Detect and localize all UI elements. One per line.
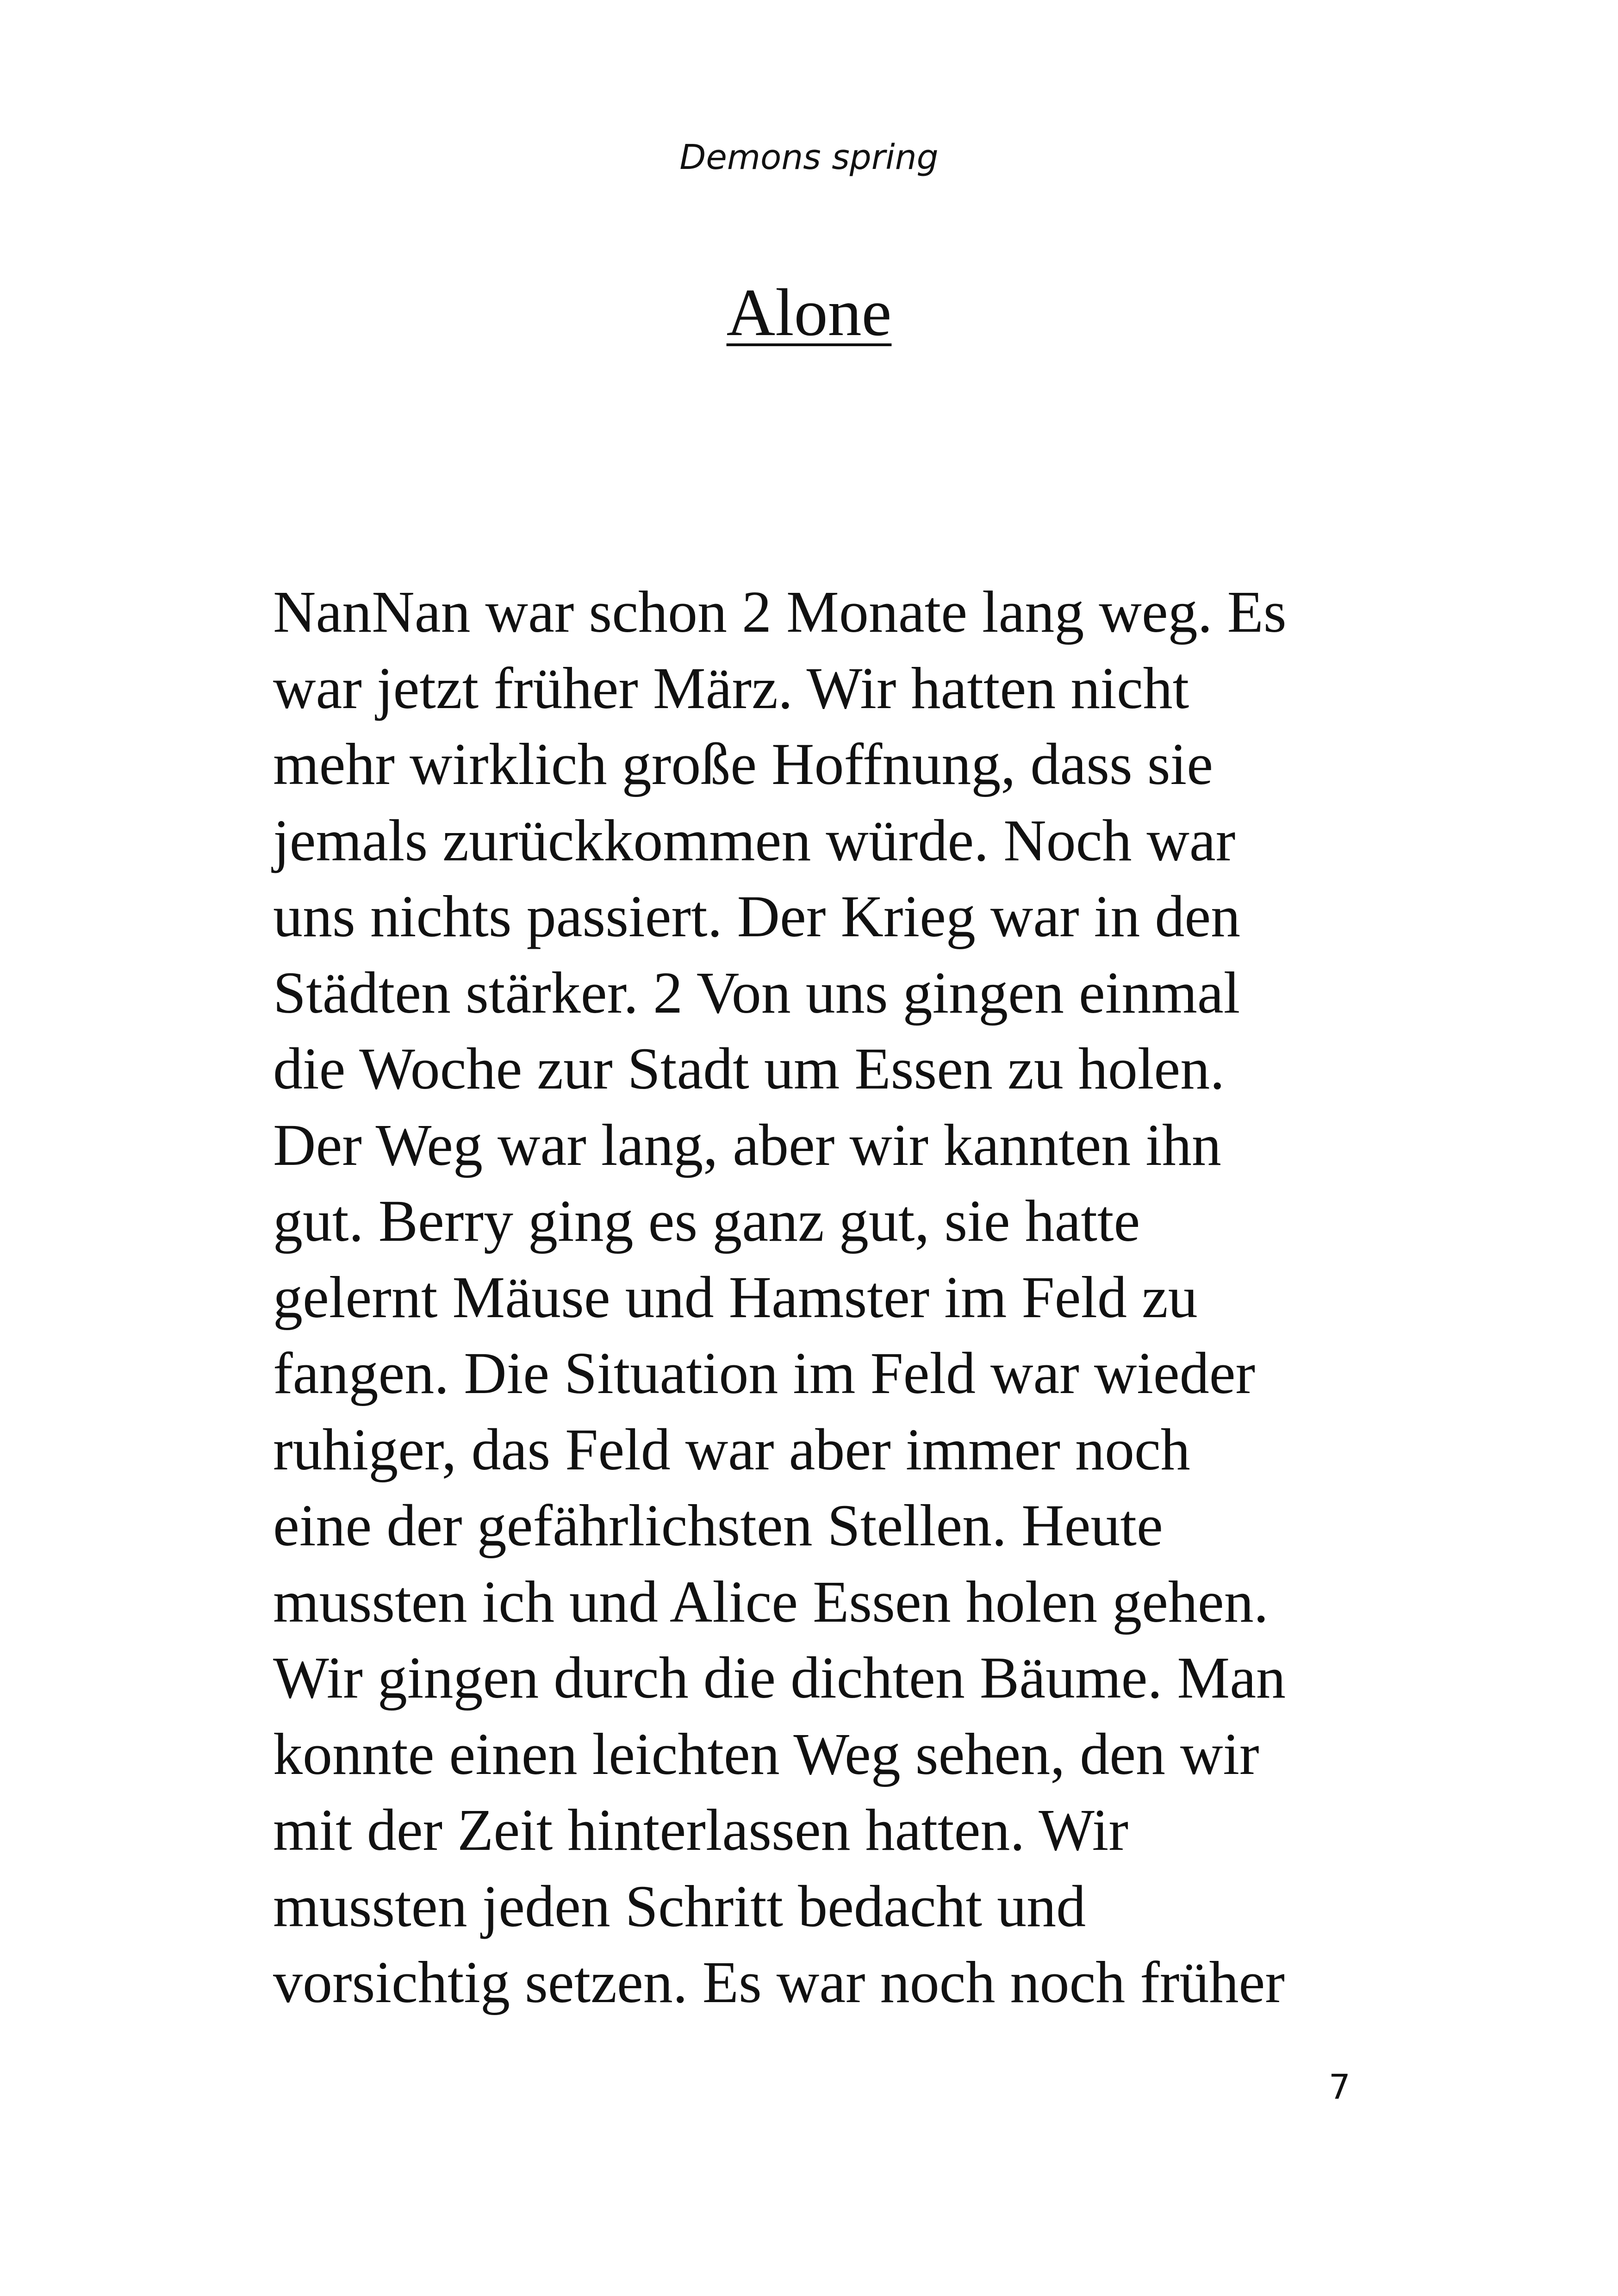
body-text bbox=[273, 574, 1384, 2021]
body-line: mussten jeden Schritt bedacht und bbox=[273, 1873, 1086, 1939]
body-line: gelernt Mäuse und Hamster im Feld zu bbox=[273, 1264, 1198, 1330]
body-line: mussten ich und Alice Essen holen gehen. bbox=[273, 1568, 1269, 1635]
body-line: eine der gefährlichsten Stellen. Heute bbox=[273, 1493, 1163, 1558]
body-line: vorsichtig setzen. Es war noch noch früher bbox=[273, 1949, 1285, 2015]
body-line: mehr wirklich große Hoffnung, dass sie bbox=[273, 731, 1213, 797]
body-line: Der Weg war lang, aber wir kannten ihn bbox=[273, 1112, 1221, 1178]
body-line: Wir gingen durch die dichten Bäume. Man bbox=[273, 1645, 1286, 1711]
body-line: die Woche zur Stadt um Essen zu holen. bbox=[273, 1036, 1225, 1101]
body-line: war jetzt früher März. Wir hatten nicht bbox=[273, 655, 1189, 721]
body-line: NanNan war schon 2 Monate lang weg. Es bbox=[273, 579, 1287, 645]
body-line: gut. Berry ging es ganz gut, sie hatte bbox=[273, 1188, 1140, 1254]
body-line: konnte einen leichten Weg sehen, den wir bbox=[273, 1721, 1259, 1787]
page-number: 7 bbox=[1328, 2067, 1350, 2107]
running-header: Demons spring bbox=[679, 137, 939, 177]
body-line: mit der Zeit hinterlassen hatten. Wir bbox=[273, 1797, 1128, 1863]
chapter-title bbox=[0, 271, 1618, 354]
body-line: jemals zurückkommen würde. Noch war bbox=[273, 807, 1236, 873]
chapter-title-text: Alone bbox=[726, 275, 892, 350]
body-line: fangen. Die Situation im Feld war wieder bbox=[273, 1340, 1256, 1406]
body-line: Städten stärker. 2 Von uns gingen einmal bbox=[273, 959, 1240, 1026]
body-line: ruhiger, das Feld war aber immer noch bbox=[273, 1416, 1190, 1482]
body-line: uns nichts passiert. Der Krieg war in den bbox=[273, 884, 1241, 949]
